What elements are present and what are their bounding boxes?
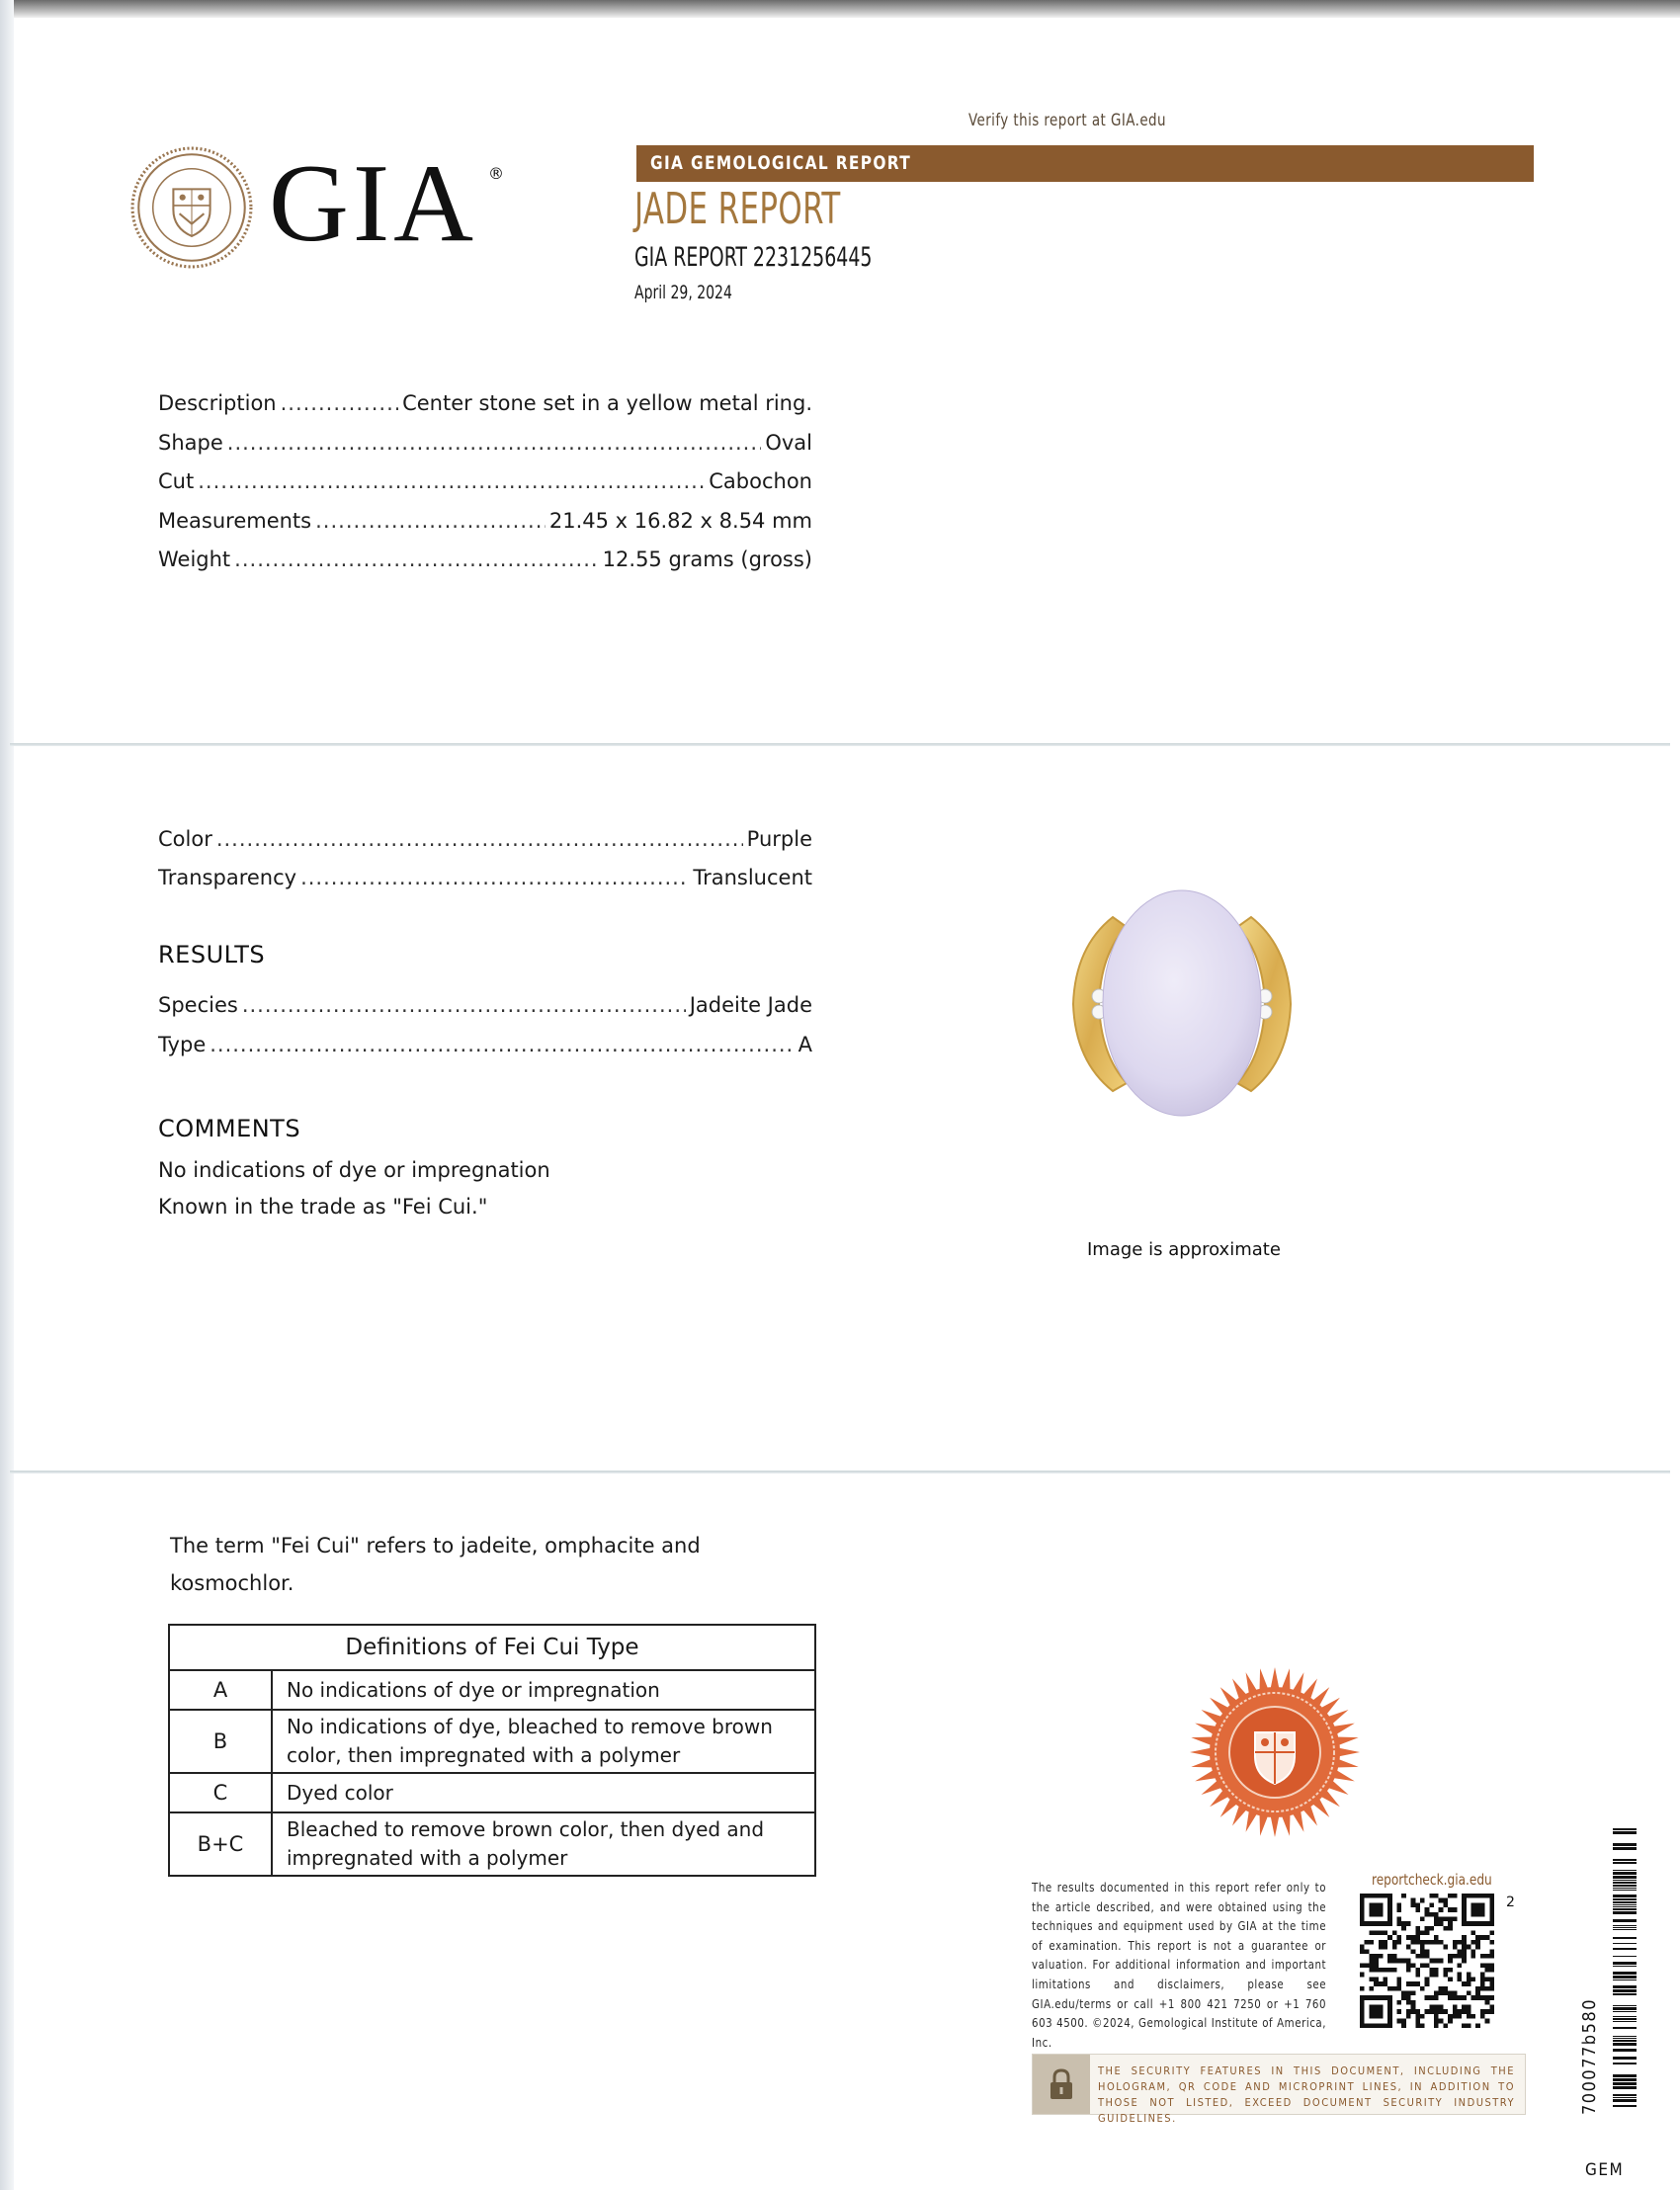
detail-value: Purple: [746, 827, 812, 851]
dot-leader: [216, 827, 743, 851]
report-type-band: [636, 145, 1534, 182]
table-row: [169, 1812, 815, 1876]
type-description: Dyed color: [272, 1773, 815, 1812]
table-row: [169, 1710, 815, 1773]
fei-cui-intro: The term "Fei Cui" refers to jadeite, omphacite and kosmochlor.: [170, 1534, 701, 1595]
detail-label: Description: [158, 391, 277, 415]
report-date: April 29, 2024: [634, 282, 732, 303]
dot-leader: [234, 548, 599, 571]
detail-label: Cut: [158, 469, 195, 493]
detail-row-cut: [158, 462, 812, 493]
table-header-row: [169, 1625, 815, 1670]
gia-wordmark: GIA: [269, 142, 478, 265]
page-fold-line: [10, 743, 1670, 746]
detail-value: A: [798, 1033, 812, 1056]
type-code: C: [169, 1773, 272, 1812]
dot-leader: [315, 509, 546, 533]
legal-disclaimer: The results documented in this report refer only to the article described, and were obtained using the techniques and equipment used by GIA at the time of examination. This report is not a guarantee or valuation. For additional information and important limitations and disclaimers, please see GIA.edu/terms or call +1 800 421 7250 or +1 760 603 4500. ©2024, Gemological Institute of America, Inc.: [1032, 1880, 1327, 2050]
report-type-label: GIA GEMOLOGICAL REPORT: [650, 152, 912, 174]
image-caption: Image is approximate: [1087, 1239, 1281, 1260]
type-code: B: [169, 1710, 272, 1773]
dot-leader: [210, 1033, 794, 1056]
results-heading: RESULTS: [158, 941, 266, 969]
qr-code[interactable]: [1360, 1894, 1494, 2028]
detail-row-weight: [158, 540, 812, 571]
detail-value: Center stone set in a yellow metal ring.: [402, 391, 812, 415]
table-row: [169, 1670, 815, 1710]
scan-top-edge: [0, 0, 1680, 18]
detail-value: Translucent: [693, 866, 812, 889]
detail-row-color: [158, 819, 812, 851]
type-description: Bleached to remove brown color, then dyed and impregnated with a polymer: [272, 1812, 815, 1876]
lock-icon: [1033, 2055, 1090, 2114]
comment-line: Known in the trade as "Fei Cui.": [158, 1195, 488, 1219]
detail-label: Type: [158, 1033, 207, 1056]
detail-row-transparency: [158, 858, 812, 889]
verify-link[interactable]: Verify this report at GIA.edu: [968, 111, 1167, 130]
dot-leader: [300, 866, 689, 889]
registered-mark: ®: [488, 164, 504, 183]
type-code: B+C: [169, 1812, 272, 1876]
type-code: A: [169, 1670, 272, 1710]
detail-label: Shape: [158, 431, 223, 455]
comment-line: No indications of dye or impregnation: [158, 1158, 550, 1182]
security-notice: [1032, 2054, 1526, 2125]
serial-number: 700077b580: [1579, 1998, 1600, 2115]
detail-row-description: [158, 383, 812, 415]
detail-label: Weight: [158, 548, 231, 571]
table-row: [169, 1773, 815, 1812]
detail-value: Cabochon: [709, 469, 812, 493]
report-title: JADE REPORT: [634, 184, 841, 234]
jade-ring-image: [1055, 887, 1308, 1125]
detail-label: Color: [158, 827, 212, 851]
page-fold-line: [10, 1471, 1670, 1474]
document-code: GEM: [1585, 2160, 1625, 2180]
detail-row-type: [158, 1025, 812, 1056]
page-number: 2: [1506, 1895, 1515, 1910]
detail-label: Species: [158, 993, 238, 1017]
detail-label: Transparency: [158, 866, 297, 889]
comments-heading: COMMENTS: [158, 1115, 301, 1142]
detail-value: Jadeite Jade: [689, 993, 812, 1017]
gia-hologram-seal: [1188, 1665, 1362, 1839]
scan-left-edge: [0, 0, 14, 2190]
reportcheck-link[interactable]: reportcheck.gia.edu: [1372, 1871, 1492, 1889]
detail-value: Oval: [765, 431, 812, 455]
detail-value: 21.45 x 16.82 x 8.54 mm: [548, 509, 812, 533]
dot-leader: [242, 993, 686, 1017]
type-description: No indications of dye, bleached to remove brown color, then impregnated with a polymer: [272, 1710, 815, 1773]
barcode: [1613, 1828, 1637, 2117]
report-number: GIA REPORT 2231256445: [634, 242, 873, 273]
dot-leader: [227, 431, 762, 455]
detail-row-measurements: [158, 501, 812, 533]
detail-label: Measurements: [158, 509, 312, 533]
dot-leader: [281, 391, 398, 415]
fei-cui-definitions-table: [168, 1624, 816, 1877]
detail-row-shape: [158, 423, 812, 455]
gia-seal-logo: [130, 146, 253, 269]
table-title: Definitions of Fei Cui Type: [169, 1625, 815, 1670]
security-text: THE SECURITY FEATURES IN THIS DOCUMENT, INCLUDING THE HOLOGRAM, QR CODE AND MICROPRINT LINES, IN ADDITION TO THOSE NOT LISTED, EXCEED DOCUMENT SECURITY INDUSTRY GUIDELINES.: [1098, 2064, 1515, 2125]
dot-leader: [198, 469, 705, 493]
type-description: No indications of dye or impregnation: [272, 1670, 815, 1710]
detail-row-species: [158, 985, 812, 1017]
detail-value: 12.55 grams (gross): [602, 548, 812, 571]
